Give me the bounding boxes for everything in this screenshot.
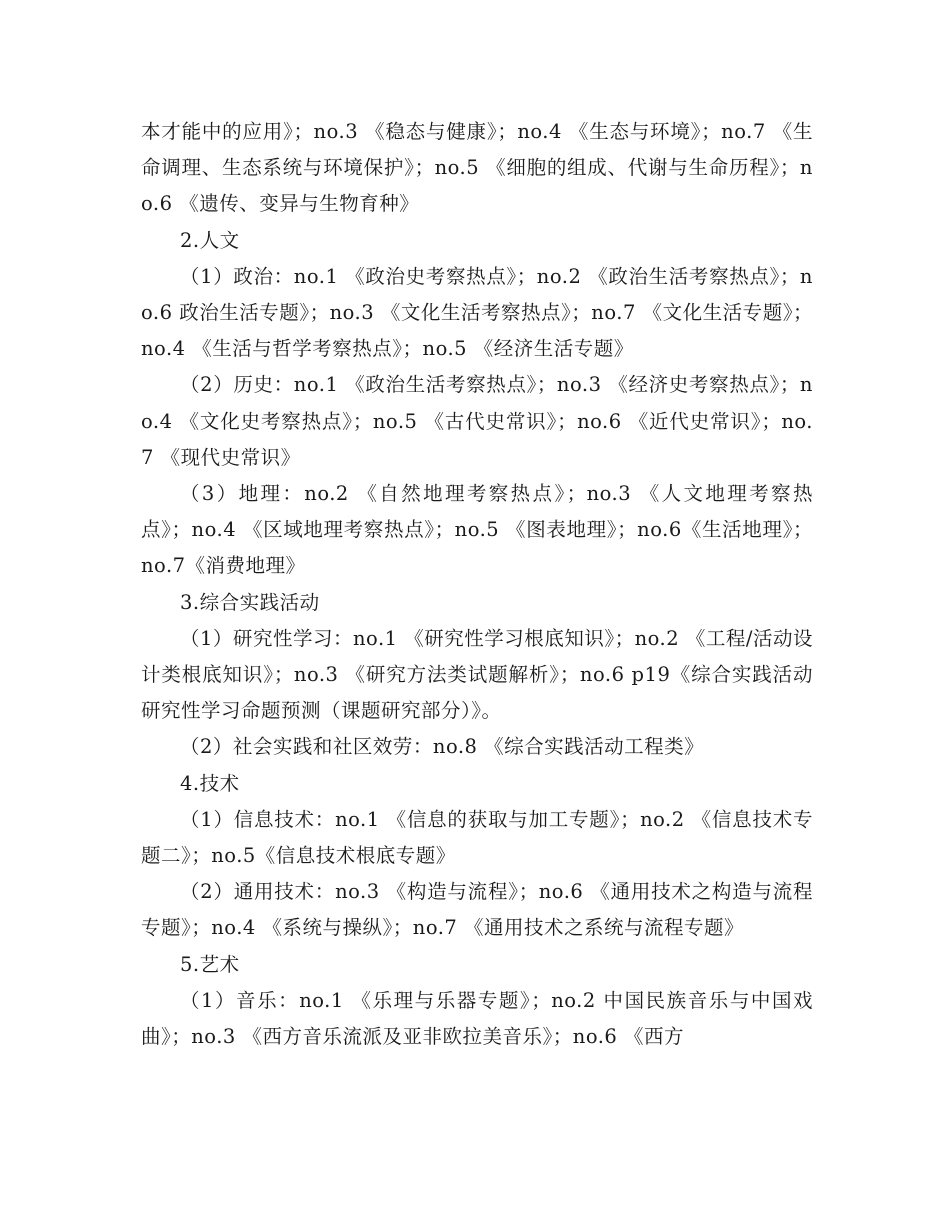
- section-heading-practice-activities: 3.综合实践活动: [180, 590, 320, 614]
- section-heading-art: 5.艺术: [180, 952, 240, 976]
- paragraph-biology-continued: 本才能中的应用》；no.3 《稳态与健康》；no.4 《生态与环境》；no.7 《生命调理、生态系统与环境保护》；no.5 《细胞的组成、代谢与生命历程》；no.6 《遗传、变异与生物育种》: [141, 120, 813, 216]
- paragraph-general-technology: （2）通用技术：no.3 《构造与流程》；no.6 《通用技术之构造与流程专题》；no.4 《系统与操纵》；no.7 《通用技术之系统与流程专题》: [141, 880, 813, 940]
- paragraph-history: （2）历史：no.1 《政治生活考察热点》；no.3 《经济史考察热点》；no.4 《文化史考察热点》；no.5 《古代史常识》；no.6 《近代史常识》；no.7 《现代史常识》: [141, 373, 813, 469]
- paragraph-politics: （1）政治：no.1 《政治史考察热点》；no.2 《政治生活考察热点》；no.6 政治生活专题》；no.3 《文化生活考察热点》；no.7 《文化生活专题》；no.4 《生活与哲学考察热点》；no.5 《经济生活专题》: [141, 264, 813, 361]
- document-body: [141, 114, 813, 1055]
- section-heading-humanities: 2.人文: [180, 228, 240, 252]
- paragraph-music: （1）音乐：no.1 《乐理与乐器专题》；no.2 中国民族音乐与中国戏曲》；no.3 《西方音乐流派及亚非欧拉美音乐》；no.6 《西方: [141, 988, 813, 1049]
- paragraph-geography: （3）地理：no.2 《自然地理考察热点》；no.3 《人文地理考察热点》；no.4 《区域地理考察热点》；no.5 《图表地理》；no.6《生活地理》；no.7《消费地理》: [141, 482, 813, 578]
- paragraph-information-technology: （1）信息技术：no.1 《信息的获取与加工专题》；no.2 《信息技术专题二》；no.5《信息技术根底专题》: [141, 807, 813, 868]
- paragraph-social-practice: （2）社会实践和社区效劳：no.8 《综合实践活动工程类》: [180, 735, 705, 759]
- paragraph-research-learning: （1）研究性学习：no.1 《研究性学习根底知识》；no.2 《工程/活动设计类根底知识》；no.3 《研究方法类试题解析》；no.6 p19《综合实践活动研究性学习命题预测（课题研究部分）》。: [141, 626, 813, 723]
- section-heading-technology: 4.技术: [180, 771, 240, 795]
